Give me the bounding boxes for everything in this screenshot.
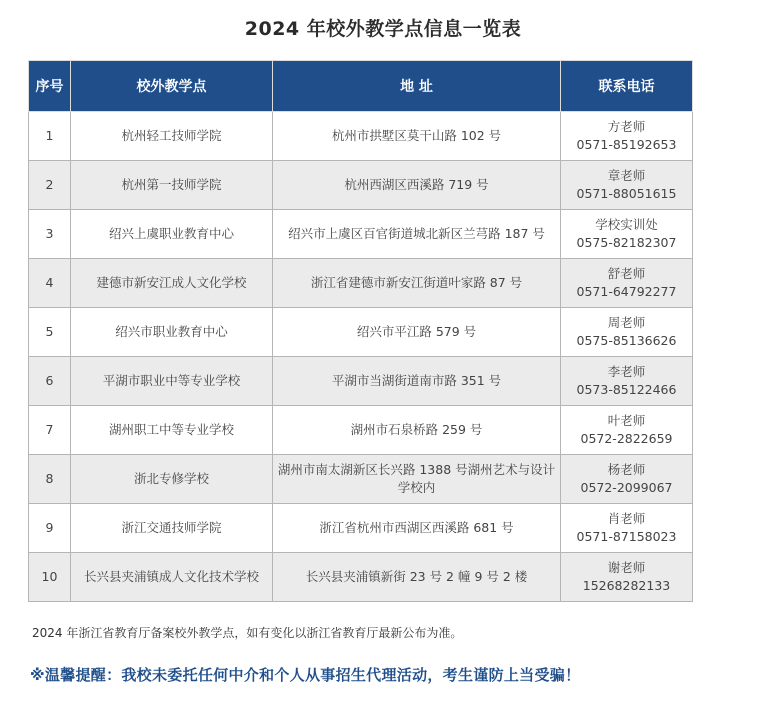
table-row [29, 112, 693, 161]
cell-school: 建德市新安江成人文化学校 [71, 259, 273, 308]
header-school: 校外教学点 [71, 61, 273, 112]
contact-phone: 0571-85192653 [576, 137, 677, 152]
contact-name: 章老师 [607, 168, 646, 183]
contact-name: 谢老师 [607, 560, 646, 575]
table-row [29, 406, 693, 455]
cell-school: 杭州第一技师学院 [71, 161, 273, 210]
cell-contact [561, 504, 693, 553]
cell-contact [561, 210, 693, 259]
cell-contact [561, 406, 693, 455]
cell-contact [561, 112, 693, 161]
cell-school: 长兴县夹浦镇成人文化技术学校 [71, 553, 273, 602]
contact-phone: 0572-2822659 [580, 431, 673, 446]
cell-address: 绍兴市上虞区百官街道城北新区兰芎路 187 号 [273, 210, 561, 259]
cell-address: 浙江省杭州市西湖区西溪路 681 号 [273, 504, 561, 553]
cell-address: 平湖市当湖街道南市路 351 号 [273, 357, 561, 406]
page-title: 2024 年校外教学点信息一览表 [244, 18, 522, 40]
contact-phone: 0572-2099067 [580, 480, 673, 495]
table-row [29, 259, 693, 308]
cell-serial: 8 [29, 455, 71, 504]
table-row [29, 210, 693, 259]
cell-address: 浙江省建德市新安江街道叶家路 87 号 [273, 259, 561, 308]
contact-name: 学校实训处 [595, 217, 658, 232]
header-serial: 序号 [29, 61, 71, 112]
cell-address: 杭州西湖区西溪路 719 号 [273, 161, 561, 210]
contact-phone: 0573-85122466 [576, 382, 677, 397]
cell-serial: 3 [29, 210, 71, 259]
cell-school: 平湖市职业中等专业学校 [71, 357, 273, 406]
cell-serial: 7 [29, 406, 71, 455]
cell-serial: 1 [29, 112, 71, 161]
cell-contact [561, 259, 693, 308]
header-phone: 联系电话 [561, 61, 693, 112]
cell-school: 浙北专修学校 [71, 455, 273, 504]
cell-serial: 6 [29, 357, 71, 406]
cell-serial: 10 [29, 553, 71, 602]
contact-phone: 0571-64792277 [576, 284, 677, 299]
footnote: 2024 年浙江省教育厅备案校外教学点，如有变化以浙江省教育厅最新公布为准。 [32, 626, 463, 640]
contact-name: 周老师 [607, 315, 646, 330]
teaching-sites-table [28, 60, 693, 602]
contact-name: 杨老师 [607, 462, 646, 477]
contact-name: 叶老师 [607, 413, 646, 428]
cell-serial: 9 [29, 504, 71, 553]
cell-school: 湖州职工中等专业学校 [71, 406, 273, 455]
contact-name: 李老师 [607, 364, 646, 379]
contact-name: 舒老师 [607, 266, 646, 281]
table-row [29, 357, 693, 406]
contact-name: 肖老师 [607, 511, 646, 526]
cell-address: 湖州市石泉桥路 259 号 [273, 406, 561, 455]
contact-phone: 0571-87158023 [576, 529, 677, 544]
cell-school: 浙江交通技师学院 [71, 504, 273, 553]
cell-address: 杭州市拱墅区莫干山路 102 号 [273, 112, 561, 161]
contact-phone: 0575-85136626 [576, 333, 677, 348]
table-row [29, 455, 693, 504]
cell-serial: 5 [29, 308, 71, 357]
cell-school: 绍兴市职业教育中心 [71, 308, 273, 357]
table-row [29, 161, 693, 210]
cell-contact [561, 308, 693, 357]
contact-phone: 0571-88051615 [576, 186, 677, 201]
warning-notice: ※温馨提醒：我校未委托任何中介和个人从事招生代理活动，考生谨防上当受骗！ [30, 666, 581, 684]
cell-address: 长兴县夹浦镇新街 23 号 2 幢 9 号 2 楼 [273, 553, 561, 602]
cell-address: 绍兴市平江路 579 号 [273, 308, 561, 357]
table-row [29, 504, 693, 553]
cell-serial: 2 [29, 161, 71, 210]
cell-school: 绍兴上虞职业教育中心 [71, 210, 273, 259]
contact-name: 方老师 [607, 119, 646, 134]
header-address: 地 址 [273, 61, 561, 112]
contact-phone: 0575-82182307 [576, 235, 677, 250]
contact-phone: 15268282133 [582, 578, 671, 593]
cell-contact [561, 161, 693, 210]
cell-address: 湖州市南太湖新区长兴路 1388 号湖州艺术与设计学校内 [273, 455, 561, 504]
cell-contact [561, 357, 693, 406]
table-row [29, 553, 693, 602]
table-header-row [29, 61, 693, 112]
table-row [29, 308, 693, 357]
cell-school: 杭州轻工技师学院 [71, 112, 273, 161]
cell-contact [561, 455, 693, 504]
cell-serial: 4 [29, 259, 71, 308]
cell-contact [561, 553, 693, 602]
